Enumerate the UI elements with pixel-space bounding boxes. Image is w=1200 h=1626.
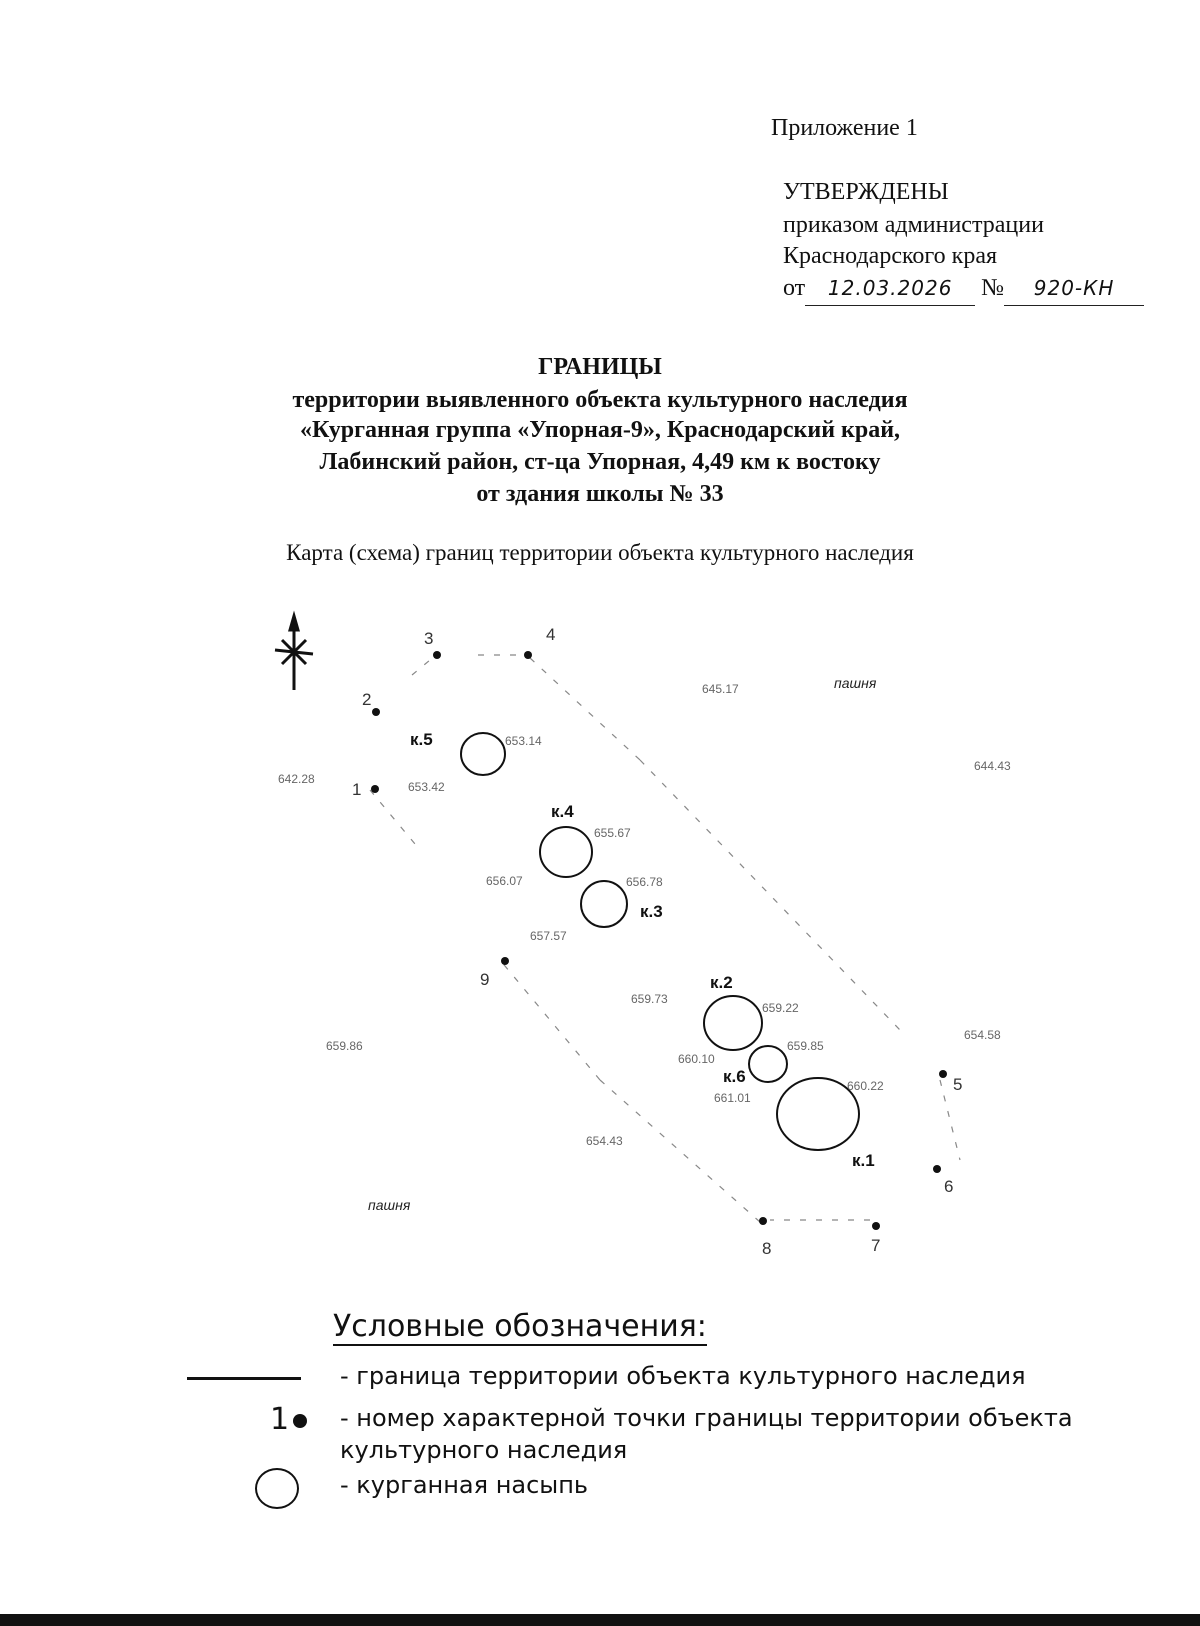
point-number-1: 1 xyxy=(352,780,362,799)
point-number-5: 5 xyxy=(953,1075,963,1094)
boundary-point-9 xyxy=(501,957,509,965)
boundary-point-1 xyxy=(371,785,379,793)
elevation-mark: 659.73 xyxy=(631,992,668,1006)
mound-label-1: к.1 xyxy=(852,1151,875,1170)
appendix-label: Приложение 1 xyxy=(771,115,918,141)
point-dot-icon xyxy=(293,1414,307,1428)
land-label-arable-1: пашня xyxy=(834,675,877,691)
scan-edge xyxy=(0,1614,1200,1626)
title-line1: территории выявленного объекта культурного наследия xyxy=(292,387,908,413)
elevation-mark: 659.86 xyxy=(326,1039,363,1053)
mound-label-6: к.6 xyxy=(723,1067,746,1086)
point-number-4: 4 xyxy=(546,625,556,644)
boundary-map xyxy=(0,600,1200,1260)
elevation-mark: 655.67 xyxy=(594,826,631,840)
legend-point-number: 1 xyxy=(270,1402,290,1437)
boundary-point-5 xyxy=(939,1070,947,1078)
elevation-mark: 654.58 xyxy=(964,1028,1001,1042)
boundary-point-3 xyxy=(433,651,441,659)
mound-label-5: к.5 xyxy=(410,730,433,749)
legend-mound-icon xyxy=(255,1468,299,1509)
mound-4 xyxy=(540,827,592,877)
boundary-point-6 xyxy=(933,1165,941,1173)
elevation-mark: 654.43 xyxy=(586,1134,623,1148)
title-line2: «Курганная группа «Упорная-9», Краснодарский край, xyxy=(299,417,901,443)
map-caption: Карта (схема) границ территории объекта культурного наследия xyxy=(286,540,914,565)
elevation-mark: 660.10 xyxy=(678,1052,715,1066)
elevation-mark: 660.22 xyxy=(847,1079,884,1093)
elevation-mark: 642.28 xyxy=(278,772,315,786)
boundary-point-2 xyxy=(372,708,380,716)
elevation-mark: 656.78 xyxy=(626,875,663,889)
mound-3 xyxy=(581,881,627,927)
number-prefix: № xyxy=(981,275,1005,301)
elevation-mark: 653.14 xyxy=(505,734,542,748)
boundary-point-7 xyxy=(872,1222,880,1230)
elevation-mark: 645.17 xyxy=(702,682,739,696)
mound-2 xyxy=(704,996,762,1050)
mound-6 xyxy=(749,1046,787,1082)
legend-point-symbol xyxy=(270,1402,307,1438)
legend-boundary-text: - граница территории объекта культурного наследия xyxy=(340,1362,1026,1390)
document-heading: ГРАНИЦЫ xyxy=(538,354,662,380)
legend-point-text1: - номер характерной точки границы территории объекта xyxy=(340,1404,1073,1432)
mound-label-3: к.3 xyxy=(640,902,663,921)
elevation-mark: 653.42 xyxy=(408,780,445,794)
from-prefix: от xyxy=(783,275,806,301)
mound-label-4: к.4 xyxy=(551,802,574,821)
point-number-2: 2 xyxy=(362,690,372,709)
point-number-7: 7 xyxy=(871,1236,881,1255)
legend-mound-text: - курганная насыпь xyxy=(340,1471,589,1499)
approved-line1: приказом администрации xyxy=(783,212,1044,238)
point-number-6: 6 xyxy=(944,1177,954,1196)
elevation-mark: 656.07 xyxy=(486,874,523,888)
elevation-mark: 657.57 xyxy=(530,929,567,943)
order-number: 920-КН xyxy=(1004,272,1144,306)
boundary-point-4 xyxy=(524,651,532,659)
boundary-point-8 xyxy=(759,1217,767,1225)
elevation-mark: 659.85 xyxy=(787,1039,824,1053)
point-number-8: 8 xyxy=(762,1239,772,1258)
elevation-mark: 661.01 xyxy=(714,1091,751,1105)
mound-label-2: к.2 xyxy=(710,973,733,992)
point-number-9: 9 xyxy=(480,970,490,989)
order-date: 12.03.2026 xyxy=(805,272,975,306)
mound-5 xyxy=(461,733,505,775)
legend-point-text2: культурного наследия xyxy=(340,1436,628,1464)
elevation-mark: 644.43 xyxy=(974,759,1011,773)
land-label-arable-2: пашня xyxy=(368,1197,411,1213)
order-line xyxy=(783,272,1144,306)
legend-heading-text: Условные обозначения: xyxy=(333,1309,707,1344)
title-line4: от здания школы № 33 xyxy=(476,481,724,507)
point-number-3: 3 xyxy=(424,629,434,648)
approved-label: УТВЕРЖДЕНЫ xyxy=(783,179,949,205)
north-arrow-icon xyxy=(275,616,313,690)
legend-boundary-symbol xyxy=(187,1377,301,1380)
elevation-mark: 659.22 xyxy=(762,1001,799,1015)
legend-heading xyxy=(333,1308,707,1346)
approved-line2: Краснодарского края xyxy=(783,243,998,269)
title-line3: Лабинский район, ст-ца Упорная, 4,49 км к востоку xyxy=(319,449,881,475)
boundary-line xyxy=(370,655,963,1222)
